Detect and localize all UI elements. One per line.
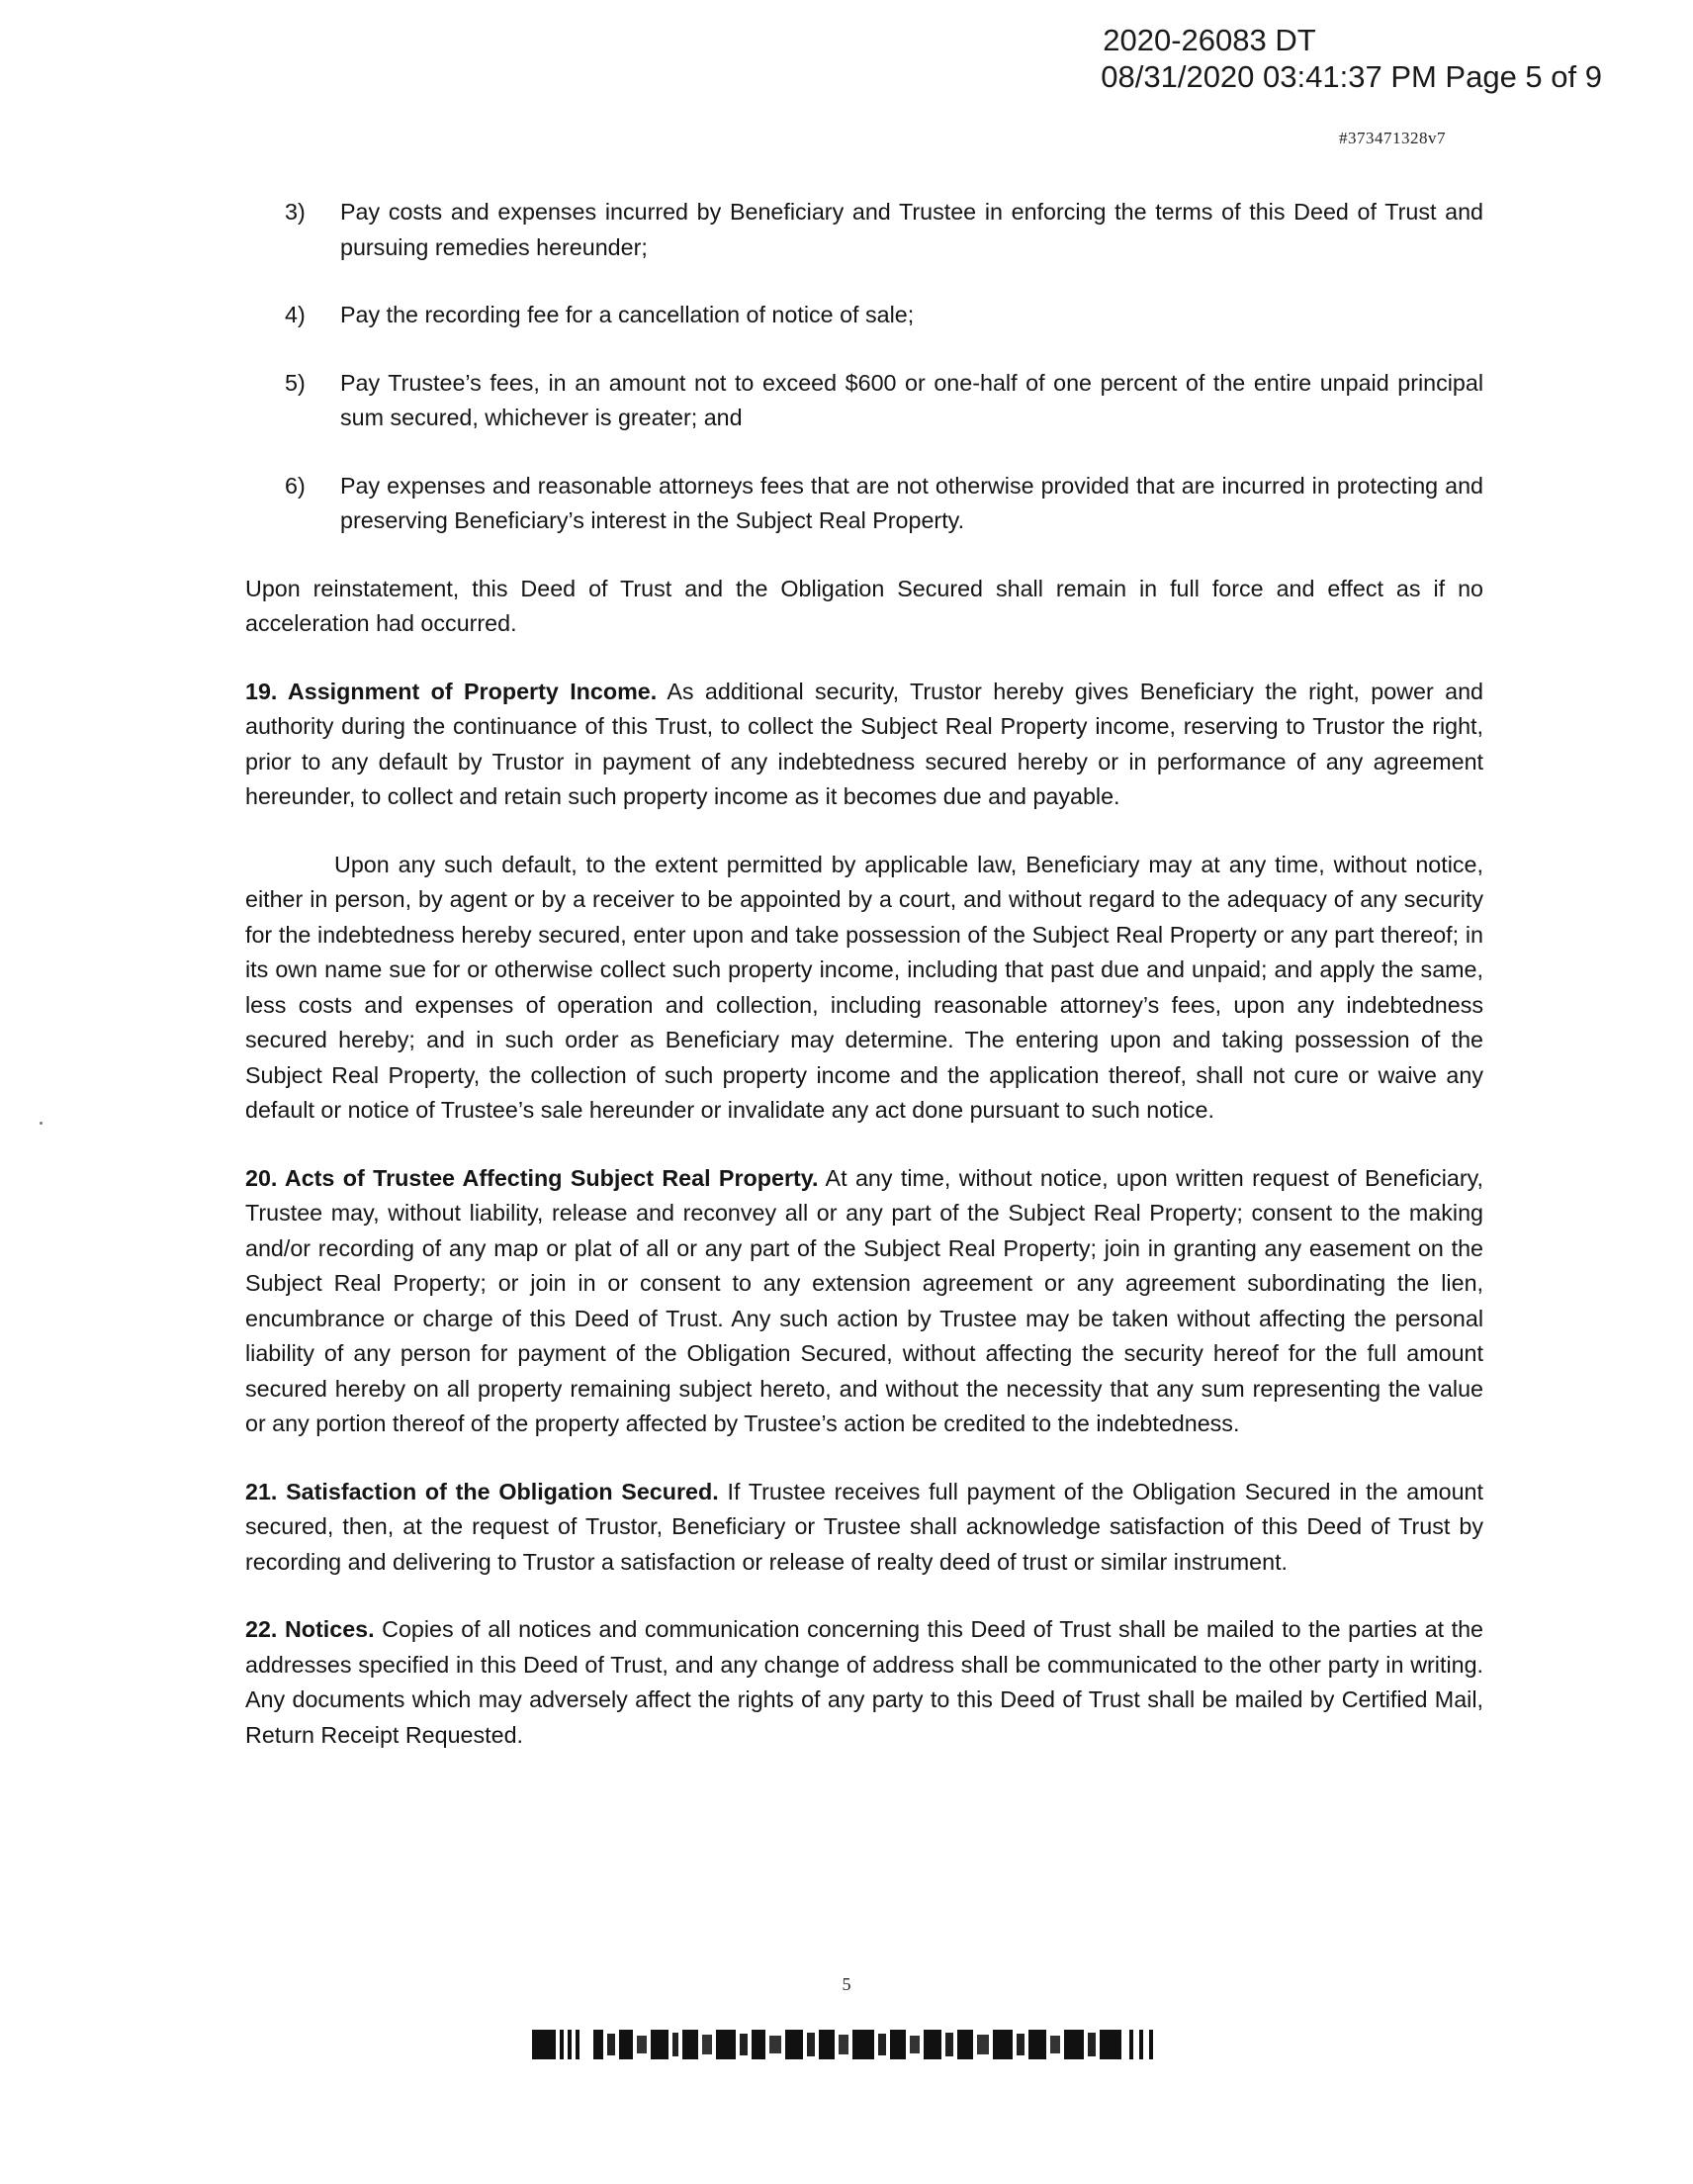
section-19-paragraph-2: Upon any such default, to the extent permitted by applicable law, Beneficiary may at any time, without notice, either in person, by agent or by a receiver to be appointed by a court, and without regard to the adequacy of any security for the indebtedness hereby secured, enter upon and take possession of the Subject Real Property or any part thereof; in its own name sue for or otherwise collect such property income, including that past due and unpaid; and apply the same, less costs and expenses of operation and collection, including reasonable attorney’s fees, upon any indebtedness secured hereby; and in such order as Beneficiary may determine. The entering upon and taking possession of the Subject Real Property, the collection of such property income and the application thereof, shall not cure or waive any default or notice of Trustee’s sale hereunder or invalidate any act done pursuant to such notice. [245,851,1483,1123]
list-item-text: Pay expenses and reasonable attorneys fees that are not otherwise provided that are incurred in protecting and preserving Beneficiary’s interest in the Subject Real Property. [340,472,1483,533]
document-body [245,195,1483,1785]
section-19-heading: 19. Assignment of Property Income. [245,678,658,704]
list-item [245,469,1483,539]
section-19-text: As additional security, Trustor hereby gives Beneficiary the right, power and authority during the continuance of this Trust, to collect the Subject Real Property income, reserving to Trustor the right, prior to any default by Trustor in payment of any indebtedness secured hereby or in performance of any agreement hereunder, to collect and retain such property income as it becomes due and payable. [245,678,1483,809]
list-item [245,195,1483,265]
list-item [245,366,1483,436]
recording-timestamp: 08/31/2020 03:41:37 PM Page 5 of 9 [1101,59,1602,94]
page-number: 5 [842,1974,851,1994]
list-item-number: 5) [285,369,306,396]
list-item-number: 6) [285,472,306,499]
section-21-text: If Trustee receives full payment of the Obligation Secured in the amount secured, then, at the request of Trustor, Beneficiary or Trustee shall acknowledge satisfaction of this Deed of Trust by recording and delivering to Trustor a satisfaction or release of realty deed of trust or similar instrument. [245,1478,1483,1575]
document-id: #373471328v7 [1339,129,1446,147]
list-item-text: Pay Trustee’s fees, in an amount not to exceed $600 or one-half of one percent of the entire unpaid principal sum secured, whichever is greater; and [340,369,1483,430]
section-20 [245,1161,1483,1442]
list-item-number: 3) [285,199,306,225]
recording-number: 2020-26083 DT [1103,23,1316,57]
list-item-number: 4) [285,302,306,327]
section-22-heading: 22. Notices. [245,1616,375,1642]
list-item-text: Pay costs and expenses incurred by Beneficiary and Trustee in enforcing the terms of this Deed of Trust and pursuing remedies hereunder; [340,199,1483,260]
list-item-text: Pay the recording fee for a cancellation of notice of sale; [340,302,915,327]
reinstatement-paragraph: Upon reinstatement, this Deed of Trust and the Obligation Secured shall remain in full force and effect as if no acceleration had occurred. [245,575,1483,636]
section-21-heading: 21. Satisfaction of the Obligation Secured. [245,1478,719,1504]
section-21 [245,1475,1483,1581]
section-22-text: Copies of all notices and communication concerning this Deed of Trust shall be mailed to the parties at the addresses specified in this Deed of Trust, and any change of address shall be communicated to the other party in writing. Any documents which may adversely affect the rights of any party to this Deed of Trust shall be mailed by Certified Mail, Return Receipt Requested. [245,1616,1483,1748]
section-19 [245,675,1483,815]
list-item [245,298,1483,333]
section-22 [245,1612,1483,1753]
section-20-text: At any time, without notice, upon written request of Beneficiary, Trustee may, without liability, release and reconvey all or any part of the Subject Real Property; consent to the making and/or recording of any map or plat of all or any part of the Subject Real Property; join in granting any easement on the Subject Real Property; or join in or consent to any extension agreement or any agreement subordinating the lien, encumbrance or charge of this Deed of Trust. Any such action by Trustee may be taken without affecting the personal liability of any person for payment of the Obligation Secured, without affecting the security hereof for the full amount secured hereby on all property remaining subject hereto, and without the necessity that any sum representing the value or any portion thereof of the property affected by Trustee’s action be credited to the indebtedness. [245,1164,1483,1436]
recording-stamp [1101,22,1602,95]
section-20-heading: 20. Acts of Trustee Affecting Subject Real Property. [245,1164,819,1191]
scan-speck [40,1122,43,1125]
barcode [532,2030,1185,2059]
